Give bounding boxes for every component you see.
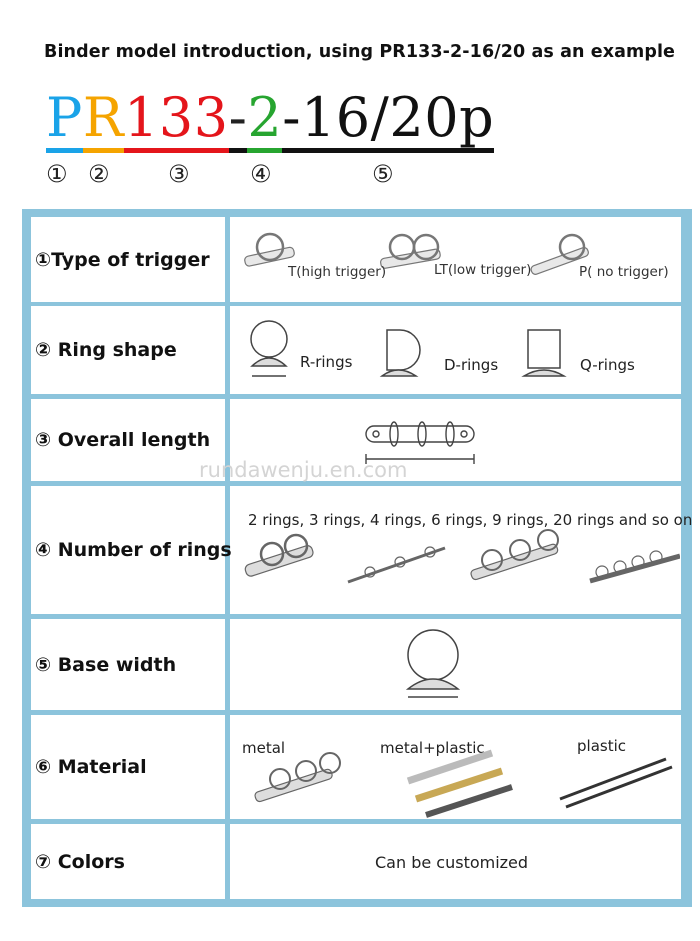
- trigger-illustrations: [230, 217, 680, 302]
- material-plastic-label: plastic: [577, 737, 626, 755]
- row-label-colors: ⑦ Colors: [35, 850, 125, 873]
- model-segment-rings: 2: [247, 88, 282, 153]
- row-base-width: [31, 619, 681, 710]
- trigger-t-label: T(high trigger): [288, 264, 387, 280]
- row-label-ring-shape: ② Ring shape: [35, 339, 177, 361]
- marker-5: ⑤: [372, 160, 394, 188]
- model-segment-number: 133: [124, 88, 229, 153]
- row-label-trigger: ①Type of trigger: [35, 248, 210, 271]
- base-width-illustration: [230, 619, 680, 710]
- marker-2: ②: [88, 160, 110, 188]
- model-segment-r: R: [83, 88, 124, 153]
- row-trigger: [31, 217, 681, 302]
- row-number-of-rings: [31, 486, 693, 614]
- row-colors: [31, 824, 681, 899]
- ring-shape-illustrations: [230, 306, 680, 394]
- row-material: [31, 715, 681, 819]
- row-ring-shape: [31, 306, 681, 394]
- page-title: Binder model introduction, using PR133-2-16/20 as an example: [44, 42, 676, 62]
- model-segment-width: -16/20p: [282, 88, 494, 153]
- model-segment-p: P: [46, 88, 83, 153]
- row-label-overall-length: ③ Overall length: [35, 429, 211, 451]
- colors-caption: Can be customized: [375, 853, 529, 872]
- watermark: rundawenju.en.com: [199, 458, 408, 482]
- number-of-rings-caption: 2 rings, 3 rings, 4 rings, 6 rings, 9 rings, 20 rings and so on: [248, 511, 693, 529]
- model-segment-dash: -: [229, 88, 248, 153]
- number-of-rings-illustrations: [230, 486, 680, 614]
- marker-3: ③: [168, 160, 190, 188]
- ring-q-label: Q-rings: [580, 356, 635, 374]
- material-illustrations: [230, 715, 680, 819]
- marker-1: ①: [46, 160, 68, 188]
- row-label-base-width: ⑤ Base width: [35, 653, 177, 676]
- row-label-number-of-rings: ④ Number of rings: [35, 539, 232, 561]
- trigger-p-label: P( no trigger): [579, 264, 669, 280]
- marker-4: ④: [250, 160, 272, 188]
- model-code: [46, 88, 494, 153]
- material-metal-plastic-label: metal+plastic: [380, 739, 485, 757]
- trigger-lt-label: LT(low trigger): [434, 262, 532, 278]
- spec-table: [22, 209, 692, 907]
- ring-d-label: D-rings: [444, 356, 499, 374]
- row-label-material: ⑥ Material: [35, 756, 147, 778]
- material-metal-label: metal: [242, 739, 286, 757]
- ring-r-label: R-rings: [300, 353, 353, 371]
